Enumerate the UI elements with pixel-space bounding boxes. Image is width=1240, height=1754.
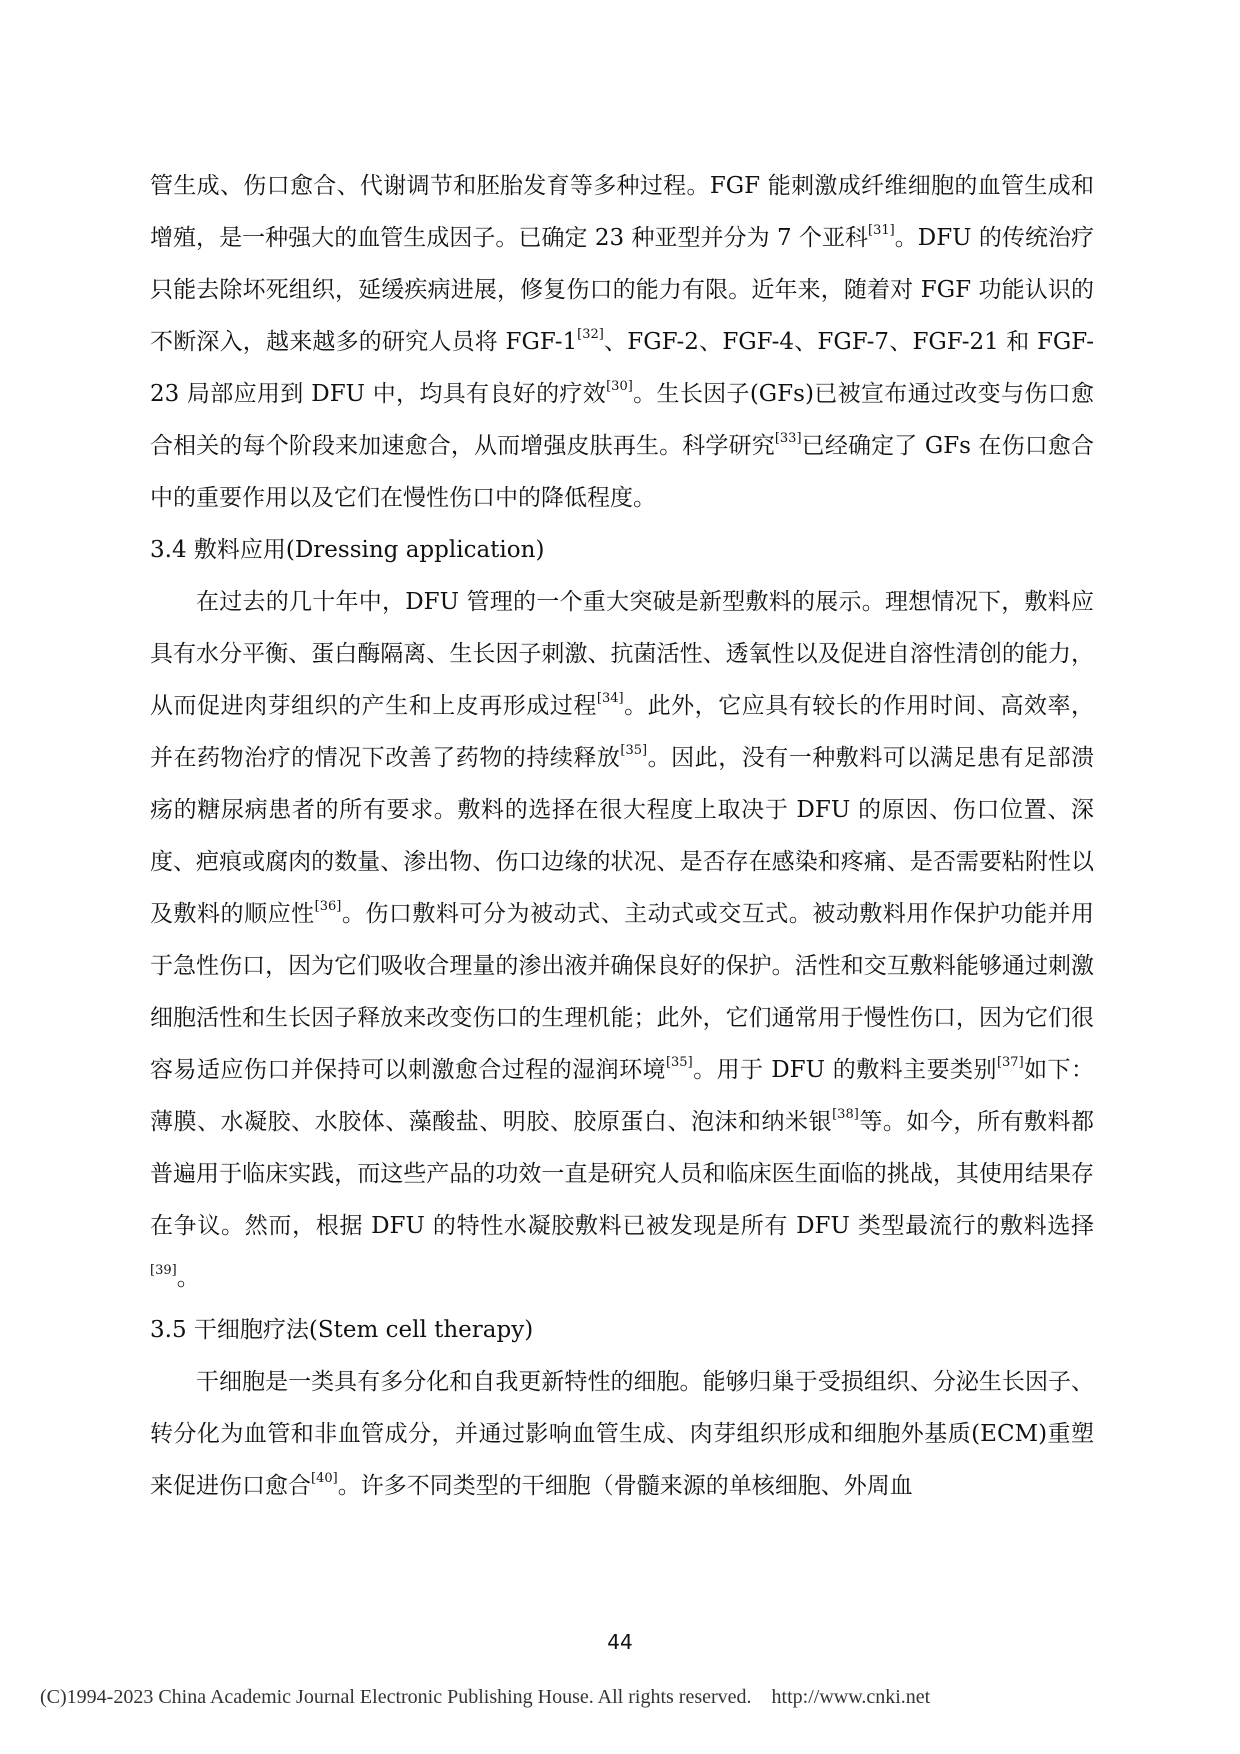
citation-32: [32]: [577, 327, 604, 343]
paragraph-fgf: [150, 160, 1094, 524]
section-heading-3-5: [150, 1304, 1094, 1356]
citation-40: [40]: [311, 1471, 338, 1487]
copyright-text: (C)1994-2023 China Academic Journal Electronic Publishing House. All rights reserved.: [40, 1686, 752, 1708]
text-run: 。生长因子(GFs)已被宣布通过改变与伤口愈合相关的每个阶段来加速愈合，从而增强皮肤再生。科学研究: [150, 381, 1094, 459]
citation-35: [35]: [620, 743, 648, 759]
text-run: 、FGF-2、FGF-4、FGF-7、FGF-21 和 FGF-23 局部应用到 DFU 中，均具有良好的疗效: [150, 329, 1094, 407]
text-run: 。DFU 的传统治疗只能去除坏死组织，延缓疾病进展，修复伤口的能力有限。近年来，随着对 FGF 功能认识的不断深入，越来越多的研究人员将 FGF-1: [150, 225, 1095, 355]
body-text: [150, 160, 1094, 1512]
section-heading-3-4: [150, 524, 1094, 576]
text-run: 干细胞是一类具有多分化和自我更新特性的细胞。能够归巢于受损组织、分泌生长因子、转分化为血管和非血管成分，并通过影响血管生成、肉芽组织形成和细胞外基质(ECM)重塑来促进伤口愈合: [150, 1369, 1094, 1499]
text-run: 在过去的几十年中，DFU 管理的一个重大突破是新型敷料的展示。理想情况下，敷料应具有水分平衡、蛋白酶隔离、生长因子刺激、抗菌活性、透氧性以及促进自溶性清创的能力，从而促进肉芽组织的产生和上皮再形成过程: [150, 589, 1094, 719]
heading-text: 3.4 敷料应用(Dressing application): [150, 537, 545, 563]
paragraph-stem-cell: [150, 1356, 1094, 1512]
paragraph-dressing: [150, 576, 1094, 1304]
citation-38: [38]: [832, 1107, 859, 1123]
text-run: 已经确定了 GFs 在伤口愈合中的重要作用以及它们在慢性伤口中的降低程度。: [150, 433, 1094, 511]
text-run: 。许多不同类型的干细胞（骨髓来源的单核细胞、外周血: [337, 1473, 913, 1499]
text-run: 管生成、伤口愈合、代谢调节和胚胎发育等多种过程。FGF 能刺激成纤维细胞的血管生成和增殖，是一种强大的血管生成因子。已确定 23 种亚型并分为 7 个亚科: [150, 173, 1094, 251]
text-run: 。: [176, 1265, 200, 1291]
citation-34: [34]: [596, 691, 624, 707]
citation-36: [36]: [314, 899, 342, 915]
citation-31: [31]: [868, 223, 895, 239]
text-run: 等。如今，所有敷料都普遍用于临床实践，而这些产品的功效一直是研究人员和临床医生面临的挑战，其使用结果存在争议。然而，根据 DFU 的特性水凝胶敷料已被发现是所有 DFU 类型最流行的敷料选择: [150, 1109, 1095, 1239]
citation-37: [37]: [996, 1055, 1024, 1071]
text-run: 。此外，它应具有较长的作用时间、高效率，并在药物治疗的情况下改善了药物的持续释放: [150, 693, 1095, 771]
citation-30: [30]: [606, 379, 633, 395]
footer-url: http://www.cnki.net: [771, 1686, 931, 1708]
text-run: 。因此，没有一种敷料可以满足患有足部溃疡的糖尿病患者的所有要求。敷料的选择在很大程度上取决于 DFU 的原因、伤口位置、深度、疤痕或腐肉的数量、渗出物、伤口边缘的状况、是否存在感染和疼痛、是否需要粘附性以及敷料的顺应性: [150, 745, 1095, 927]
citation-39: [39]: [150, 1263, 177, 1279]
page-number: 44: [607, 1630, 633, 1654]
citation-35: [35]: [665, 1055, 693, 1071]
citation-33: [33]: [774, 431, 802, 447]
text-run: 。用于 DFU 的敷料主要类别: [692, 1057, 997, 1083]
copyright-footer: [40, 1686, 930, 1709]
heading-text: 3.5 干细胞疗法(Stem cell therapy): [150, 1317, 534, 1343]
text-run: 如下：薄膜、水凝胶、水胶体、藻酸盐、明胶、胶原蛋白、泡沫和纳米银: [150, 1057, 1094, 1135]
text-run: 。伤口敷料可分为被动式、主动式或交互式。被动敷料用作保护功能并用于急性伤口，因为它们吸收合理量的渗出液并确保良好的保护。活性和交互敷料能够通过刺激细胞活性和生长因子释放来改变伤口的生理机能；此外，它们通常用于慢性伤口，因为它们很容易适应伤口并保持可以刺激愈合过程的湿润环境: [150, 901, 1095, 1083]
